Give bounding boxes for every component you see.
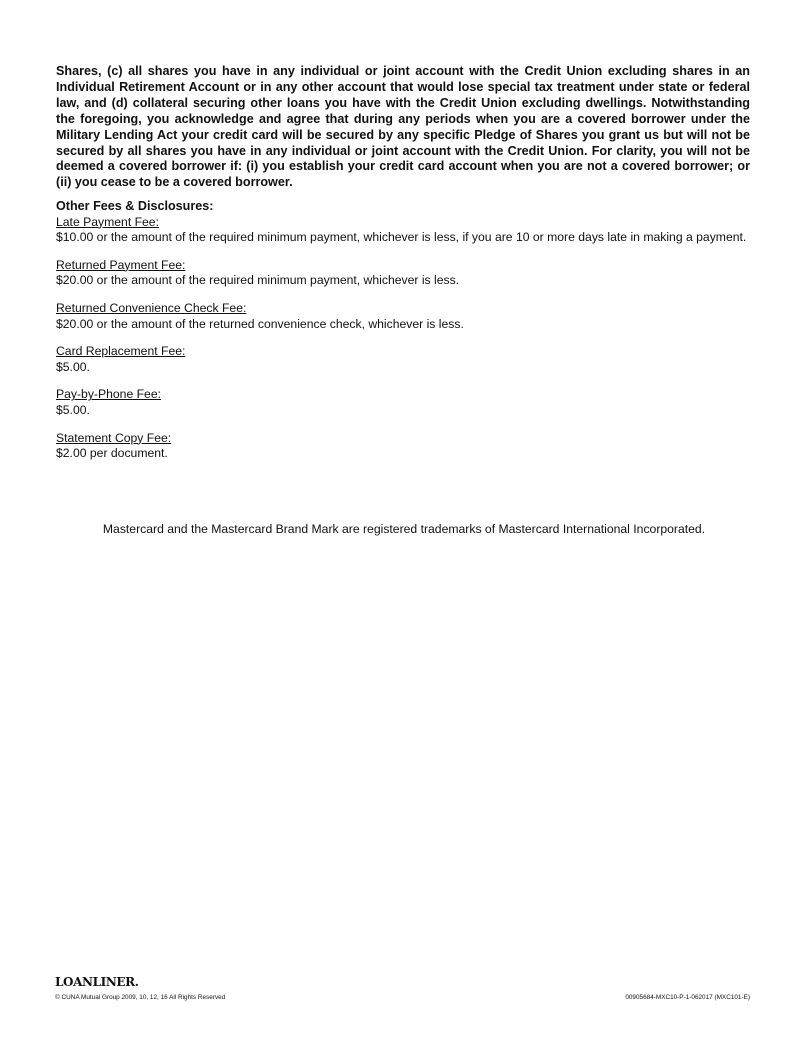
copyright-notice: © CUNA Mutual Group 2009, 10, 12, 16 All Rights Reserved (55, 994, 226, 1001)
fee-description: $5.00. (56, 359, 90, 374)
fee-description: $10.00 or the amount of the required minimum payment, whichever is less, if you are 10 or more days late in making a payment. (56, 230, 747, 245)
fees-heading: Other Fees & Disclosures: (56, 199, 214, 213)
form-code: 00905684-MXC10-P-1-062017 (MXC101-E) (625, 994, 750, 1001)
fee-description: $20.00 or the amount of the returned convenience check, whichever is less. (56, 316, 464, 331)
fee-item-returned-convenience-check (56, 301, 750, 332)
fee-description: $2.00 per document. (56, 446, 168, 461)
fee-title: Pay-by-Phone Fee: (56, 387, 162, 402)
fee-description: $20.00 or the amount of the required minimum payment, whichever is less. (56, 273, 460, 288)
fee-item-statement-copy (56, 431, 750, 462)
fee-description: $5.00. (56, 402, 90, 417)
fee-item-returned-payment (56, 258, 750, 289)
fee-title: Returned Payment Fee: (56, 257, 186, 272)
fee-title: Card Replacement Fee: (56, 344, 186, 359)
fee-item-late-payment (56, 215, 750, 246)
security-interest-paragraph: Shares, (c) all shares you have in any individual or joint account with the Credit Union excluding shares in an Individual Retirement Account or in any other account that would lose special tax treatment under state or federal law, and (d) collateral securing other loans you have with the Credit Union excluding dwellings. Notwithstanding the foregoing, you acknowledge and agree that during any periods when you are a covered borrower under the Military Lending Act your credit card will be secured by any specific Pledge of Shares you grant us but will not be secured by all shares you have in any individual or joint account with the Credit Union. For clarity, you will not be deemed a covered borrower if: (i) you establish your credit card account when you are not a covered borrower; or (ii) you cease to be a covered borrower. (56, 64, 750, 190)
loanliner-logo: LOANLINER. (55, 975, 139, 989)
fee-item-card-replacement (56, 344, 750, 375)
fee-title: Statement Copy Fee: (56, 430, 172, 445)
trademark-notice: Mastercard and the Mastercard Brand Mark are registered trademarks of Mastercard International Incorporated. (102, 522, 706, 536)
fee-title: Late Payment Fee: (56, 214, 159, 229)
fee-title: Returned Convenience Check Fee: (56, 300, 247, 315)
fee-item-pay-by-phone (56, 387, 750, 418)
other-fees-section (56, 199, 750, 474)
